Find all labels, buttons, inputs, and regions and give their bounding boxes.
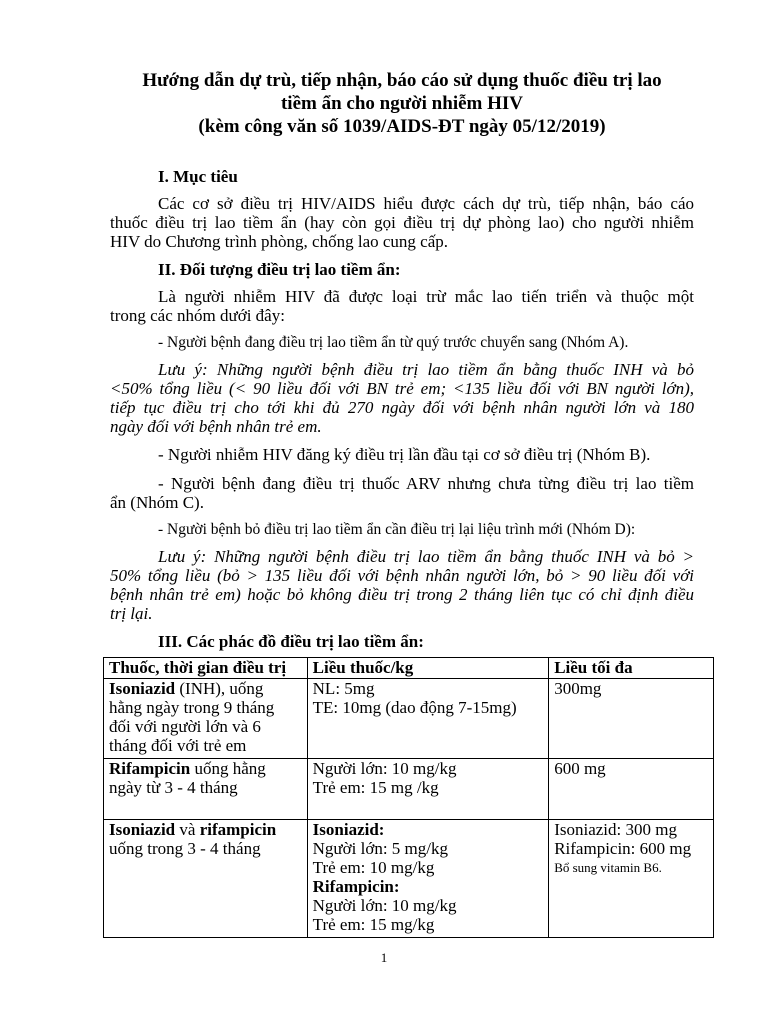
row-3-dose-line-3: Người lớn: 10 mg/kg [312, 896, 457, 915]
row-3-dose-heading-1: Isoniazid: [312, 820, 385, 839]
row-3-max-line-2: Rifampicin: 600 mg [554, 839, 692, 858]
row-3-drug-first-line [109, 820, 302, 839]
row-3-dose-line-4: Trẻ em: 15 mg/kg [312, 915, 435, 934]
table-row [104, 679, 714, 759]
row-1-dose-line-2: TE: 10mg (dao động 7-15mg) [312, 698, 517, 717]
doc-title-line-1: Hướng dẫn dự trù, tiếp nhận, báo cáo sử dụng thuốc điều trị lao [142, 70, 662, 91]
note-2-line-4: trị lại. [110, 604, 153, 623]
note-1-line-4: ngày đối với bệnh nhân trẻ em. [110, 417, 322, 436]
row-2-drug-line-2: ngày từ 3 - 4 tháng [109, 778, 238, 797]
row-2-dose-cell [307, 759, 549, 820]
section-1-line-2: thuốc điều trị lao tiềm ẩn (hay còn gọi điều trị dự phòng lao) cho người nhiễm [110, 213, 694, 232]
row-3-max-line-1: Isoniazid: 300 mg [554, 820, 677, 839]
doc-title-line-3: (kèm công văn số 1039/AIDS-ĐT ngày 05/12/2019) [198, 116, 606, 137]
row-3-drug-connector: và [175, 820, 200, 839]
row-1-max-cell [549, 679, 714, 759]
row-1-drug-line-4: tháng đối với trẻ em [109, 736, 247, 755]
row-3-drug-cell [104, 820, 308, 938]
row-3-dose-cell [307, 820, 549, 938]
row-3-max-note: Bổ sung vitamin B6. [554, 860, 662, 875]
row-3-drug-name-2: rifampicin [199, 820, 277, 839]
row-1-drug-cell [104, 679, 308, 759]
group-c-line-2: ẩn (Nhóm C). [110, 493, 204, 512]
table-header-row [104, 658, 714, 679]
row-2-max-cell [549, 759, 714, 820]
group-c-line-1: - Người bệnh đang điều trị thuốc ARV nhưng chưa từng điều trị lao tiềm [158, 474, 694, 493]
header-max-dose: Liều tối đa [549, 658, 714, 679]
row-3-dose-line-1: Người lớn: 5 mg/kg [312, 839, 448, 858]
row-1-drug-rest: (INH), uống [175, 679, 264, 698]
group-a-text: - Người bệnh đang điều trị lao tiềm ẩn từ quý trước chuyển sang (Nhóm A). [158, 334, 629, 351]
regimen-table [103, 657, 714, 938]
row-3-max-cell [549, 820, 714, 938]
row-1-dose-line-1: NL: 5mg [312, 679, 375, 698]
section-1-line-1: Các cơ sở điều trị HIV/AIDS hiểu được cách dự trù, tiếp nhận, báo cáo [158, 194, 694, 213]
row-1-dose-cell [307, 679, 549, 759]
table-row [104, 759, 714, 820]
row-2-drug-name: Rifampicin [109, 759, 191, 778]
row-1-max-dose: 300mg [554, 679, 602, 698]
note-2-line-1: Lưu ý: Những người bệnh điều trị lao tiềm ẩn bằng thuốc INH và bỏ > [158, 547, 694, 566]
header-drug-duration: Thuốc, thời gian điều trị [104, 658, 308, 679]
section-2-intro-line-2: trong các nhóm dưới đây: [110, 306, 285, 325]
row-2-dose-line-2: Trẻ em: 15 mg /kg [312, 778, 439, 797]
row-3-dose-heading-2: Rifampicin: [312, 877, 400, 896]
row-2-drug-first-line [109, 759, 302, 778]
group-b-text: - Người nhiễm HIV đăng ký điều trị lần đầu tại cơ sở điều trị (Nhóm B). [158, 445, 651, 464]
row-3-drug-line-2: uống trong 3 - 4 tháng [109, 839, 261, 858]
section-1-heading: I. Mục tiêu [158, 167, 238, 186]
row-1-drug-first-line [109, 679, 302, 698]
group-d-text: - Người bệnh bỏ điều trị lao tiềm ẩn cần điều trị lại liệu trình mới (Nhóm D): [158, 521, 636, 538]
section-2-intro-line-1: Là người nhiễm HIV đã được loại trừ mắc lao tiến triển và thuộc một [158, 287, 694, 306]
note-2-line-2: 50% tổng liều (bỏ > 135 liều đối với bệnh nhân người lớn, bỏ > 90 liều đối với [110, 566, 694, 585]
row-2-dose-line-1: Người lớn: 10 mg/kg [312, 759, 457, 778]
table-row [104, 820, 714, 938]
row-1-drug-line-2: hằng ngày trong 9 tháng [109, 698, 275, 717]
header-dose-per-kg: Liều thuốc/kg [307, 658, 549, 679]
section-2-heading: II. Đối tượng điều trị lao tiềm ẩn: [158, 260, 401, 279]
row-1-drug-name: Isoniazid [109, 679, 176, 698]
doc-title-line-2: tiềm ẩn cho người nhiễm HIV [280, 93, 524, 114]
note-2-line-3: bệnh nhân trẻ em) hoặc bỏ không điều trị trong 2 tháng liên tục có chỉ định điều [110, 585, 694, 604]
row-3-drug-name-1: Isoniazid [109, 820, 176, 839]
row-2-drug-cell [104, 759, 308, 820]
note-1-line-1: Lưu ý: Những người bệnh điều trị lao tiềm ẩn bằng thuốc INH và bỏ [158, 360, 694, 379]
note-1-line-2: <50% tổng liều (< 90 liều đối với BN trẻ em; <135 liều đối với BN người lớn), [110, 379, 694, 398]
row-3-dose-line-2: Trẻ em: 10 mg/kg [312, 858, 435, 877]
note-1-line-3: tiếp tục điều trị cho tới khi đủ 270 ngày đối với bệnh nhân người lớn và 180 [110, 398, 694, 417]
row-1-drug-line-3: đối với người lớn và 6 [109, 717, 261, 736]
row-2-drug-rest: uống hằng [190, 759, 266, 778]
page-number: 1 [380, 950, 388, 965]
section-3-heading: III. Các phác đồ điều trị lao tiềm ẩn: [158, 632, 424, 651]
section-1-line-3: HIV do Chương trình phòng, chống lao cung cấp. [110, 232, 449, 251]
row-2-max-dose: 600 mg [554, 759, 606, 778]
